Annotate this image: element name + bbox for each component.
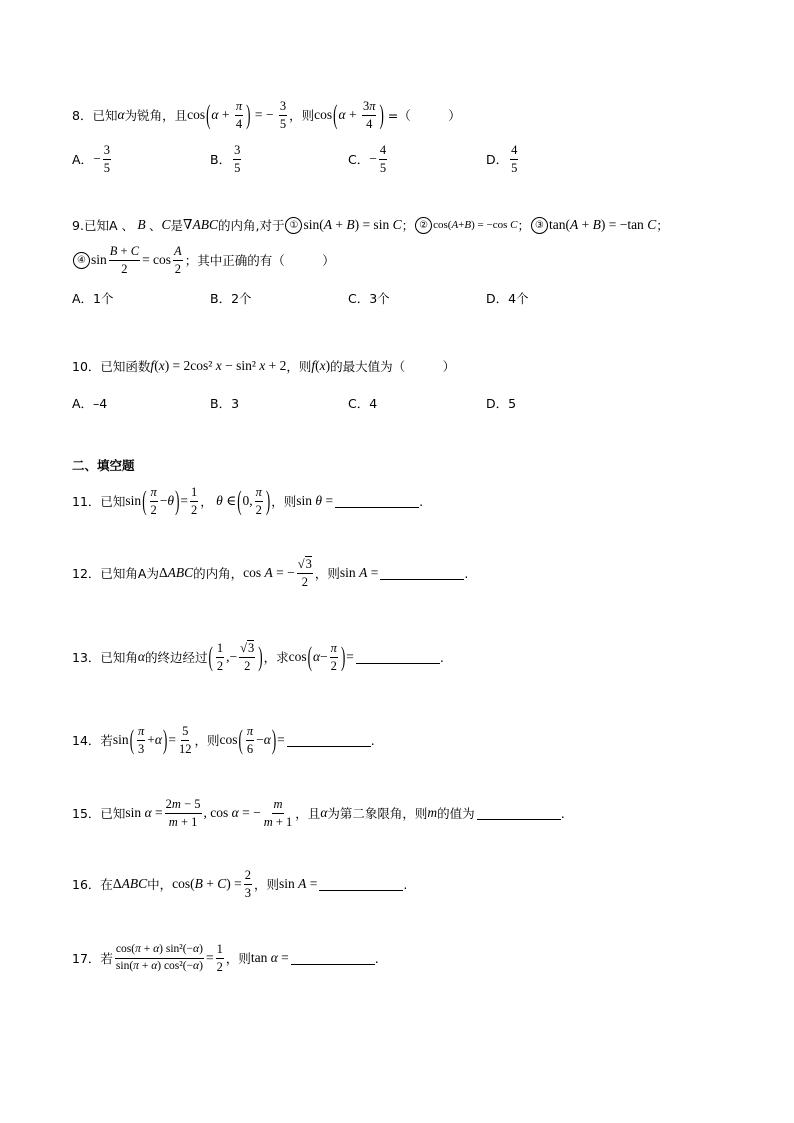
question-14: 14． 若 sin ( $\frac{\pi}{3}$ +α ) = $\frac{5}{12}$ ，则 cos ( $\frac{\pi}{6}$ −α ) = . <box>72 723 375 756</box>
q10-number: 10． <box>72 359 101 374</box>
q9-option-d: D．4个 <box>486 291 529 306</box>
question-17: 17． 若 $\frac{\text{cos(π + α) sin²(−α)}}{\text{sin(π + α) cos²(−α)}}$ = $\frac{1}{2}$ ，则 tan α = . <box>72 942 379 974</box>
q10-option-a: A．–4 <box>72 396 108 411</box>
circled-four: ④ <box>73 252 90 269</box>
q8-number: 8． <box>72 108 93 123</box>
circled-two: ② <box>415 217 432 234</box>
q10-option-c: C．4 <box>348 396 378 411</box>
q8-option-c: C． − $\frac{4}{5}$ <box>348 143 387 175</box>
question-9-line-2: ④ sin $\frac{B + C}{2}$ = cos $\frac{A}{2}$ ；其中正确的有（ ） <box>72 242 335 278</box>
q8-option-d: D． $\frac{4}{5}$ <box>486 143 518 175</box>
question-15: 15． 已知 sin α = $\frac{2m - 5}{m + 1}$ , cos α = − $\frac{m}{m + 1}$ ，且 α 为第二象限角，则 m 的值为 . <box>72 797 565 829</box>
circled-one: ① <box>285 217 302 234</box>
answer-blank <box>319 878 403 891</box>
answer-blank <box>335 495 419 508</box>
answer-blank <box>291 952 375 965</box>
answer-blank <box>287 734 371 747</box>
q8-option-b: B． $\frac{3}{5}$ <box>210 143 241 175</box>
question-11: 11． 已知 sin ( $\frac{\pi}{2}$ −θ ) = $\frac{1}{2}$ ， θ ∈ ( 0, $\frac{\pi}{2}$ ) ，则 sin θ = . <box>72 484 424 517</box>
q9-option-c: C．3个 <box>348 291 390 306</box>
q10-option-d: D．5 <box>486 396 517 411</box>
q8-option-a: A． − $\frac{3}{5}$ <box>72 143 110 175</box>
section-heading: 二、填空题 <box>72 458 135 473</box>
circled-three: ③ <box>531 217 548 234</box>
answer-blank <box>356 651 440 664</box>
answer-blank <box>380 567 464 580</box>
question-13: 13． 已知角 α 的终边经过 ( $\frac{1}{2}$ ,− $\frac{√3}{2}$ ) ，求 cos ( α − $\frac{\pi}{2}$ ) = . <box>72 640 444 673</box>
question-10: 10． 已知函数 f(x) = 2cos² x − sin² x + 2 ，则 f(x) 的最大值为（ ） <box>72 358 456 374</box>
question-16: 16． 在 ΔABC 中， cos(B + C) = $\frac{2}{3}$ ，则 sin A = . <box>72 868 408 900</box>
question-12: 12． 已知角A为 ΔABC 的内角， cos A = − $\frac{√3}{2}$ ，则 sin A = . <box>72 557 469 589</box>
answer-paren: =（ ） <box>387 108 461 123</box>
q9-number: 9. <box>72 217 84 233</box>
question-8: 8． 已知 α 为锐角，且 cos ( α + $\frac{\pi}{4}$ ) = − $\frac{3}{5}$ ，则 cos ( α + $\frac{3\pi}{4}$ ) =（ ） <box>72 98 461 131</box>
q9-option-a: A．1个 <box>72 291 114 306</box>
question-9-line-1: 9. 已知A 、 B 、 C 是 ∇ABC 的内角, 对于 ① sin(A + B) = sin C ； ② cos(A+B) = −cos C ； ③ tan(A + B) = −tan C ； <box>72 217 669 233</box>
q9-option-b: B．2个 <box>210 291 252 306</box>
answer-blank <box>477 807 561 820</box>
q10-option-b: B．3 <box>210 396 240 411</box>
